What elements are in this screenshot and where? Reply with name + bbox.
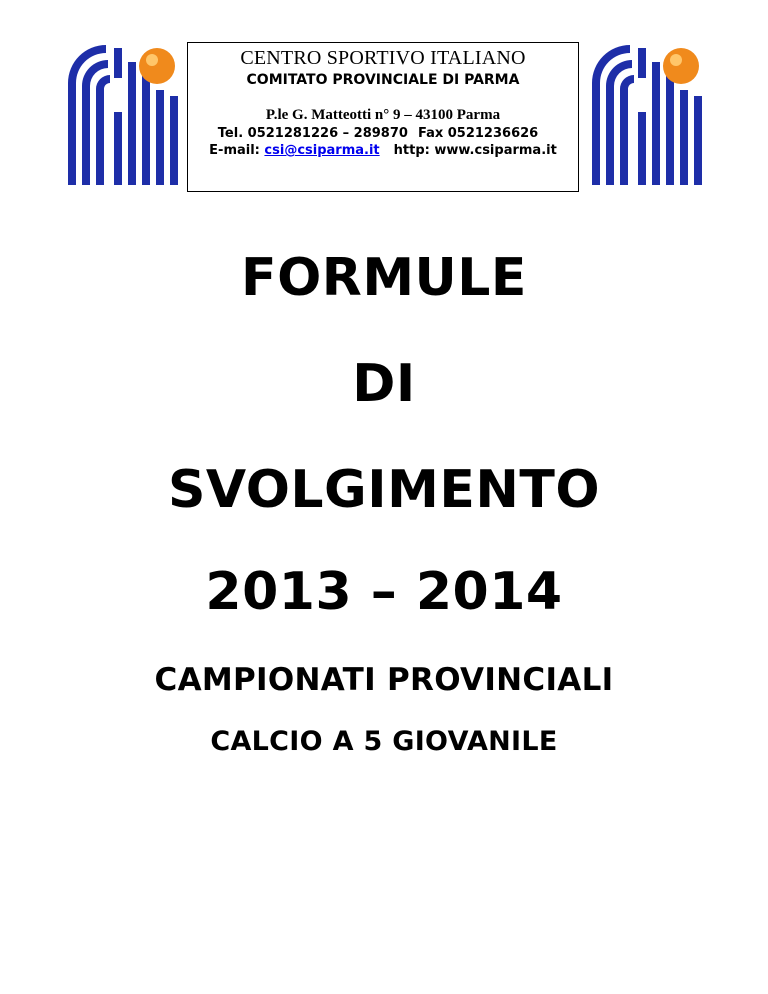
csi-logo-left-icon (60, 40, 184, 190)
address: P.le G. Matteotti n° 9 – 43100 Parma (265, 107, 501, 123)
fax: Fax 0521236626 (417, 126, 539, 141)
tel: Tel. 0521281226 – 289870 (217, 126, 408, 141)
email-link[interactable]: csi@csiparma.it (264, 143, 380, 158)
subtitle-2: CALCIO A 5 GIOVANILE (210, 726, 558, 757)
email-label: E-mail: (209, 143, 260, 158)
committee-name: COMITATO PROVINCIALE DI PARMA (246, 72, 520, 88)
organization-name: CENTRO SPORTIVO ITALIANO (240, 47, 526, 69)
title-line-3: SVOLGIMENTO (167, 460, 601, 520)
title-line-4: 2013 – 2014 (205, 562, 563, 622)
website: http: www.csiparma.it (393, 143, 557, 158)
title-line-2: DI (352, 354, 416, 414)
email-line (188, 143, 578, 158)
title-line-1: FORMULE (241, 248, 527, 308)
phone-line (188, 126, 578, 141)
header-box (187, 42, 579, 192)
subtitle: CAMPIONATI PROVINCIALI (154, 662, 614, 698)
csi-logo-right-icon (584, 40, 708, 190)
